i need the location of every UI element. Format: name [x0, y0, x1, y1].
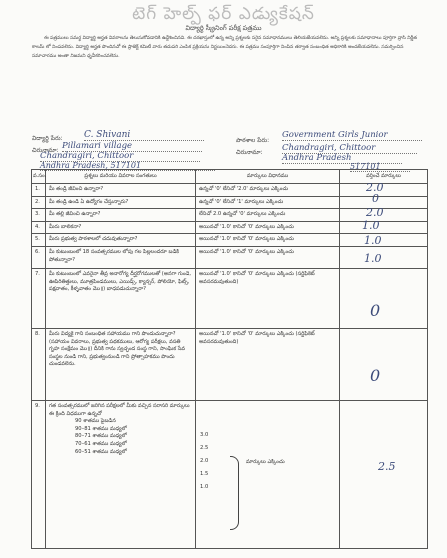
score-points: 1.5	[200, 470, 209, 477]
handwritten-mark: 0	[372, 192, 379, 205]
handwritten-mark: 2.0	[366, 206, 384, 219]
student-name-value: C. Shivani	[84, 130, 204, 141]
instructions-paragraph: ఈ పత్రములు సమర్థ విద్యార్థి అర్హత వివరాలను తెలుసుకోవడానికి ఉద్దేశించినవి. ఈ దరఖాస్తులో ఉన్న అన్ని ప్రశ్నలకు సరైన సమాధానములు తెలియజేయవలెను. అన్ని ప్రశ్నలకు సమాధానాలు పూర్తిగా వ్రాసి నిర్ణీత కాలమ్ లో నింపవలెను. విద్యార్థి అర్హత పొందినచో ఈ ప్రాజెక్ట్ కమిటీ వారు తదుపరి ఎంపిక ప్రక్రియను నిర్ణయించెదరు. ఈ పత్రము సంపూర్తిగా నింపిన తర్వాత సంబంధిత అధికారికి అందజేయవలెను. సమర్పించిన సమాచారము అంతా నిజమని ధృవీకరించవలెను.	[32, 36, 417, 60]
school-address-line-1: Chandragiri, Chittoor	[282, 143, 417, 154]
score-points: 2.0	[200, 457, 209, 464]
score-points: 2.5	[200, 444, 209, 451]
handwritten-mark: 1.0	[364, 252, 382, 265]
school-name-label: పాఠశాల పేరు:	[236, 137, 270, 144]
table-row: 4. మీరు బాలికనా? అయినచో '1.0' కానిచో '0' మార్కులు ఎక్కించు	[32, 221, 428, 234]
address-line-3: Andhra Pradesh, 517101	[40, 161, 215, 171]
table-row: 5. మీరు ప్రభుత్వ పాఠశాలలో చదువుతున్నారా? అయినచో '1.0' కానిచో '0' మార్కులు ఎక్కించు	[32, 234, 428, 247]
handwritten-mark: 1.0	[364, 234, 382, 247]
table-row: 7. మీ కుటుంబంలో ఎవరైనా తీవ్ర అనారోగ్య దీర్ఘరోగములతో (అనగా గుండె, ఊపిరితిత్తులు, మూత్రపిండములు, ఎయిడ్స్, క్యాన్సర్, పోలియో, ఫిట్స్, పక్షవాతం, కీళ్ళవాతం మొ॥) బాధపడుచున్నారా? అయినచో '1.0' కానిచో '0' మార్కులు ఎక్కించు (సర్టిఫికెట్ అవసరమవుతుంది)	[32, 268, 428, 328]
school-address-label: చిరునామా:	[236, 149, 263, 156]
score-band: 80–71 శాతము మధ్యలో	[75, 433, 127, 440]
score-band: 90 శాతము పైబడిన	[75, 418, 116, 425]
document-subtitle: విద్యార్థి స్క్రీనింగ్ పరీక్ష పత్రము	[185, 24, 262, 32]
score-band: 90–81 శాతము మధ్యలో	[75, 425, 127, 432]
table-row: 2. మీ తండ్రి ఉండి ఏ ఉద్యోగం చేస్తున్నారు? ఉన్నచో '0' లేనిచో '1' మార్కులు ఎక్కించు	[32, 196, 428, 209]
score-rule: మార్కులు ఎక్కించు	[246, 458, 285, 465]
score-band: 60–51 శాతము మధ్యలో	[75, 448, 127, 455]
score-band-list	[49, 418, 192, 456]
header-serial: వ.సం.	[32, 170, 46, 184]
table-row: 3. మీ తల్లి జీవించి ఉన్నారా? లేనిచో 2.0 ఉన్నచో '0' మార్కులు ఎక్కించు	[32, 209, 428, 222]
table-row: 6. మీ కుటుంబంలో 18 సంవత్సరముల లోపు గల పిల్లలందరూ బడికి పోతున్నారా? అయినచో '1.0' కానిచో '0' మార్కులు ఎక్కించు	[32, 246, 428, 268]
score-brace	[230, 456, 239, 530]
handwritten-mark: 0	[370, 366, 381, 385]
address-line-1: Pillamari village	[62, 141, 202, 152]
header-marking: మార్కులు విధానము	[196, 170, 340, 184]
handwritten-mark: 1.0	[362, 219, 380, 232]
address-label: చిరునామా:	[32, 147, 59, 154]
score-points: 1.0	[200, 483, 209, 490]
address-line-2: Chandragiri, Chittoor	[40, 151, 200, 162]
school-name-value: Government Girls Junior	[282, 130, 422, 141]
score-points-list	[200, 429, 208, 494]
document-title: టెగ్ హెల్ప్ ఫర్ ఎడ్యుకేషన్	[132, 4, 315, 24]
handwritten-mark: 2.5	[378, 460, 396, 473]
header-questions: ప్రశ్నలు మరియు వివరాల సంగతులు	[46, 170, 196, 184]
student-name-label: విద్యార్థి పేరు:	[32, 135, 63, 142]
handwritten-mark: 0	[370, 301, 381, 320]
school-address-line-2: Andhra Pradesh	[282, 153, 402, 164]
handwritten-mark: 2.0	[366, 181, 384, 194]
table-row: 8. మీరు విద్యకై గాని సంబంధిత సహాయము గాని పొందుచున్నారా? (సహాయం వివరాలు, ప్రభుత్వ పథకములు, ఆరోగ్య పరీక్షలు, వసతి గృహ సంక్షేమం మొ॥) దీనికి గాను స్వచ్ఛంద సంస్థ గాని, సాంఘిక సేవ సంస్థల నుండి గాని, ప్రభుత్వంనుండి గాని ప్రోత్సాహకము పొందు చుండవలెను. అయినచో '1.0' కానిచో '0' మార్కులు ఎక్కించు (సర్టిఫికెట్ అవసరమవుతుంది)	[32, 328, 428, 400]
table-row: 9. గత సంవత్సరములో జరిగిన పరీక్షలలో మీకు వచ్చిన సరాసరి మార్కులు ఈ క్రింది విధముగా ఉన్నచో 90 శాతము పైబడిన 90–81 శాతము మధ్యలో 80–71 శాతము మధ్యలో 70–61 శాతము మధ్యలో 60–51 శాతము మధ్యలో 3.0 2.5 2.0 1.5 1.0 మార్కులు ఎక్కించు	[32, 400, 428, 548]
table-row: 1. మీ తండ్రి జీవించి ఉన్నారా? ఉన్నచో '0' లేనిచో '2.0' మార్కులు ఎక్కించు	[32, 184, 428, 197]
header-marks: వర్తించే మార్కులు	[340, 170, 428, 184]
score-band: 70–61 శాతము మధ్యలో	[75, 440, 127, 447]
score-points: 3.0	[200, 431, 209, 438]
school-address-line-3: 517101	[350, 162, 410, 172]
